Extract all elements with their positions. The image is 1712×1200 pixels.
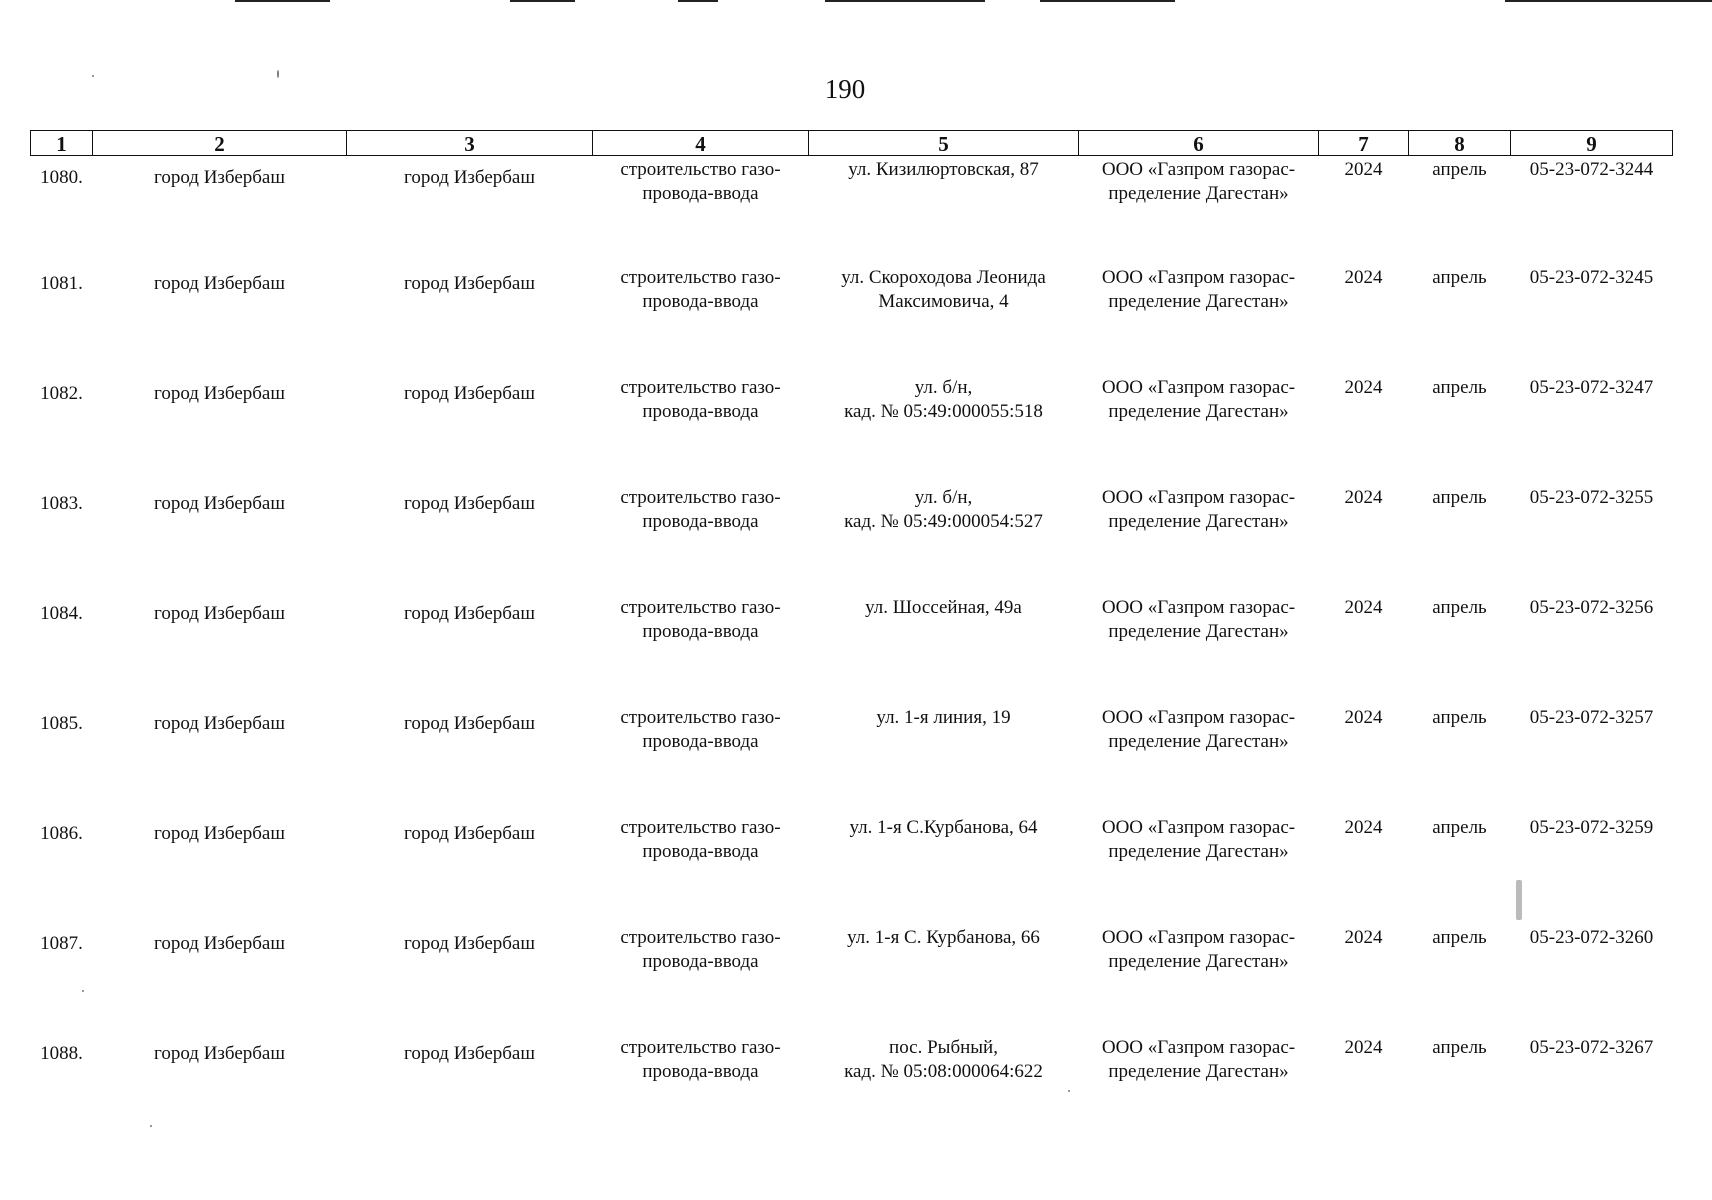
year-cell: 2024 xyxy=(1344,707,1383,728)
scan-edge-line xyxy=(510,0,575,2)
month-cell: апрель xyxy=(1432,377,1487,398)
address-cell: ул. 1-я линия, 19 xyxy=(876,707,1011,728)
registry-code-cell: 05-23-072-3247 xyxy=(1529,377,1654,398)
district-cell: город Избербаш xyxy=(154,167,285,188)
registry-code-cell: 05-23-072-3260 xyxy=(1529,927,1654,948)
work-type-cell: строительство газо- провода-ввода xyxy=(620,267,781,312)
year-cell: 2024 xyxy=(1344,267,1383,288)
month-cell: апрель xyxy=(1432,707,1487,728)
registry-code-cell: 05-23-072-3267 xyxy=(1529,1037,1654,1058)
organization-cell: ООО «Газпром газорас- пределение Дагестан» xyxy=(1101,267,1296,312)
table-row xyxy=(31,922,1673,1032)
registry-code-cell: 05-23-072-3257 xyxy=(1529,707,1654,728)
settlement-cell: город Избербаш xyxy=(404,823,535,844)
row-number: 1081. xyxy=(40,273,83,294)
row-number: 1088. xyxy=(40,1043,83,1064)
district-cell: город Избербаш xyxy=(154,823,285,844)
registry-code-cell: 05-23-072-3244 xyxy=(1529,159,1654,180)
column-header: 6 xyxy=(1079,131,1319,156)
month-cell: апрель xyxy=(1432,159,1487,180)
table-row xyxy=(31,372,1673,482)
district-cell: город Избербаш xyxy=(154,1043,285,1064)
row-number: 1080. xyxy=(40,167,83,188)
column-header: 3 xyxy=(347,131,593,156)
scan-edge-line xyxy=(825,0,985,2)
district-cell: город Избербаш xyxy=(154,603,285,624)
address-cell: ул. 1-я С.Курбанова, 64 xyxy=(849,817,1038,838)
organization-cell: ООО «Газпром газорас- пределение Дагестан» xyxy=(1101,707,1296,752)
address-cell: ул. б/н, кад. № 05:49:000054:527 xyxy=(844,487,1043,532)
work-type-cell: строительство газо- провода-ввода xyxy=(620,377,781,422)
row-number: 1083. xyxy=(40,493,83,514)
organization-cell: ООО «Газпром газорас- пределение Дагестан» xyxy=(1101,159,1296,204)
settlement-cell: город Избербаш xyxy=(404,933,535,954)
row-number: 1082. xyxy=(40,383,83,404)
settlement-cell: город Избербаш xyxy=(404,1043,535,1064)
table-row xyxy=(31,812,1673,922)
scan-edge-line xyxy=(235,0,330,2)
settlement-cell: город Избербаш xyxy=(404,603,535,624)
column-header: 8 xyxy=(1409,131,1511,156)
organization-cell: ООО «Газпром газорас- пределение Дагестан» xyxy=(1101,927,1296,972)
row-number: 1084. xyxy=(40,603,83,624)
column-header: 4 xyxy=(593,131,809,156)
month-cell: апрель xyxy=(1432,597,1487,618)
table-body xyxy=(31,156,1673,1143)
organization-cell: ООО «Газпром газорас- пределение Дагестан» xyxy=(1101,817,1296,862)
work-type-cell: строительство газо- провода-ввода xyxy=(620,707,781,752)
address-cell: пос. Рыбный, кад. № 05:08:000064:622 xyxy=(844,1037,1043,1082)
scan-edge-line xyxy=(1040,0,1175,2)
year-cell: 2024 xyxy=(1344,1037,1383,1058)
organization-cell: ООО «Газпром газорас- пределение Дагестан» xyxy=(1101,1037,1296,1082)
year-cell: 2024 xyxy=(1344,597,1383,618)
address-cell: ул. Шоссейная, 49а xyxy=(865,597,1022,618)
settlement-cell: город Избербаш xyxy=(404,713,535,734)
page-number: 190 xyxy=(824,74,866,104)
table-row xyxy=(31,156,1673,263)
column-header: 1 xyxy=(31,131,93,156)
month-cell: апрель xyxy=(1432,267,1487,288)
district-cell: город Избербаш xyxy=(154,713,285,734)
address-cell: ул. 1-я С. Курбанова, 66 xyxy=(847,927,1040,948)
settlement-cell: город Избербаш xyxy=(404,493,535,514)
registry-code-cell: 05-23-072-3259 xyxy=(1529,817,1654,838)
settlement-cell: город Избербаш xyxy=(404,273,535,294)
scan-edge-line xyxy=(1505,0,1712,2)
organization-cell: ООО «Газпром газорас- пределение Дагестан» xyxy=(1101,487,1296,532)
table-row xyxy=(31,1032,1673,1142)
settlement-cell: город Избербаш xyxy=(404,167,535,188)
year-cell: 2024 xyxy=(1344,817,1383,838)
registry-table xyxy=(30,130,1673,1142)
address-cell: ул. Скороходова Леонида Максимовича, 4 xyxy=(841,267,1046,312)
work-type-cell: строительство газо- провода-ввода xyxy=(620,159,781,204)
organization-cell: ООО «Газпром газорас- пределение Дагестан» xyxy=(1101,377,1296,422)
row-number: 1085. xyxy=(40,713,83,734)
month-cell: апрель xyxy=(1432,817,1487,838)
registry-table-container xyxy=(30,130,1672,1142)
header-row xyxy=(31,131,1673,156)
address-cell: ул. б/н, кад. № 05:49:000055:518 xyxy=(844,377,1043,422)
registry-code-cell: 05-23-072-3245 xyxy=(1529,267,1654,288)
table-row xyxy=(31,262,1673,372)
work-type-cell: строительство газо- провода-ввода xyxy=(620,927,781,972)
month-cell: апрель xyxy=(1432,927,1487,948)
month-cell: апрель xyxy=(1432,1037,1487,1058)
scan-edge-line xyxy=(678,0,718,2)
work-type-cell: строительство газо- провода-ввода xyxy=(620,487,781,532)
column-header: 2 xyxy=(93,131,347,156)
column-header: 7 xyxy=(1319,131,1409,156)
column-header: 9 xyxy=(1511,131,1673,156)
year-cell: 2024 xyxy=(1344,487,1383,508)
year-cell: 2024 xyxy=(1344,927,1383,948)
organization-cell: ООО «Газпром газорас- пределение Дагестан» xyxy=(1101,597,1296,642)
work-type-cell: строительство газо- провода-ввода xyxy=(620,597,781,642)
district-cell: город Избербаш xyxy=(154,493,285,514)
row-number: 1087. xyxy=(40,933,83,954)
column-header: 5 xyxy=(809,131,1079,156)
work-type-cell: строительство газо- провода-ввода xyxy=(620,817,781,862)
table-row xyxy=(31,592,1673,702)
month-cell: апрель xyxy=(1432,487,1487,508)
row-number: 1086. xyxy=(40,823,83,844)
registry-code-cell: 05-23-072-3255 xyxy=(1529,487,1654,508)
table-row xyxy=(31,482,1673,592)
district-cell: город Избербаш xyxy=(154,383,285,404)
year-cell: 2024 xyxy=(1344,159,1383,180)
registry-code-cell: 05-23-072-3256 xyxy=(1529,597,1654,618)
year-cell: 2024 xyxy=(1344,377,1383,398)
table-row xyxy=(31,702,1673,812)
address-cell: ул. Кизилюртовская, 87 xyxy=(848,159,1039,180)
settlement-cell: город Избербаш xyxy=(404,383,535,404)
district-cell: город Избербаш xyxy=(154,273,285,294)
work-type-cell: строительство газо- провода-ввода xyxy=(620,1037,781,1082)
district-cell: город Избербаш xyxy=(154,933,285,954)
